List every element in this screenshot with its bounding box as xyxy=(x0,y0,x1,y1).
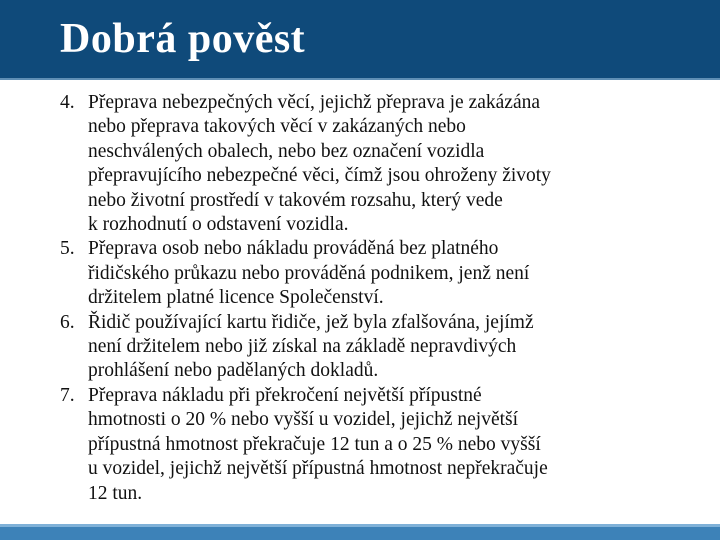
numbered-list xyxy=(60,91,660,506)
text-line: Řidič používající kartu řidiče, jež byla zfalšována, jejímž xyxy=(88,311,534,333)
text-line: 12 tun. xyxy=(88,482,143,504)
list-item-number: 5. xyxy=(60,238,75,260)
bottom-bar-highlight xyxy=(0,524,720,527)
list-item xyxy=(60,237,660,310)
list-item-number: 6. xyxy=(60,311,75,333)
list-item-number: 4. xyxy=(60,92,75,113)
text-line: přípustná hmotnost překračuje 12 tun a o 25 % nebo vyšší xyxy=(88,433,541,455)
text-line: hmotnosti o 20 % nebo vyšší u vozidel, jejichž největší xyxy=(88,409,519,431)
list-item xyxy=(60,311,660,384)
list-item-text xyxy=(88,311,660,384)
text-line: u vozidel, jejichž největší přípustná hmotnost nepřekračuje xyxy=(88,458,548,480)
slide-title: Dobrá pověst xyxy=(60,16,306,62)
text-line: držitelem platné licence Společenství. xyxy=(88,287,384,309)
text-line: prohlášení nebo padělaných dokladů. xyxy=(88,360,379,382)
list-item-text xyxy=(88,237,660,310)
list-item xyxy=(60,384,660,506)
text-line: řidičského průkazu nebo prováděná podnikem, jenž není xyxy=(88,262,530,284)
text-line: Přeprava osob nebo nákladu prováděná bez platného xyxy=(88,238,499,260)
list-item xyxy=(60,91,660,237)
list-item-text xyxy=(88,91,660,237)
text-line: přepravujícího nebezpečné věci, čímž jsou ohroženy životy xyxy=(88,165,551,187)
text-line: nebo životní prostředí v takovém rozsahu, který vede xyxy=(88,189,503,211)
text-line: Přeprava nebezpečných věcí, jejichž přeprava je zakázána xyxy=(88,92,541,113)
text-line: nebo přeprava takových věcí v zakázaných nebo xyxy=(88,116,466,138)
text-line: Přeprava nákladu při překročení největší přípustné xyxy=(88,384,482,406)
text-line: k rozhodnutí o odstavení vozidla. xyxy=(88,214,349,236)
text-line: neschválených obalech, nebo bez označení vozidla xyxy=(88,140,485,162)
title-divider xyxy=(0,78,720,80)
list-item-number: 7. xyxy=(60,384,75,406)
text-line: není držitelem nebo již získal na základě nepravdivých xyxy=(88,336,517,358)
list-item-text xyxy=(88,384,660,506)
